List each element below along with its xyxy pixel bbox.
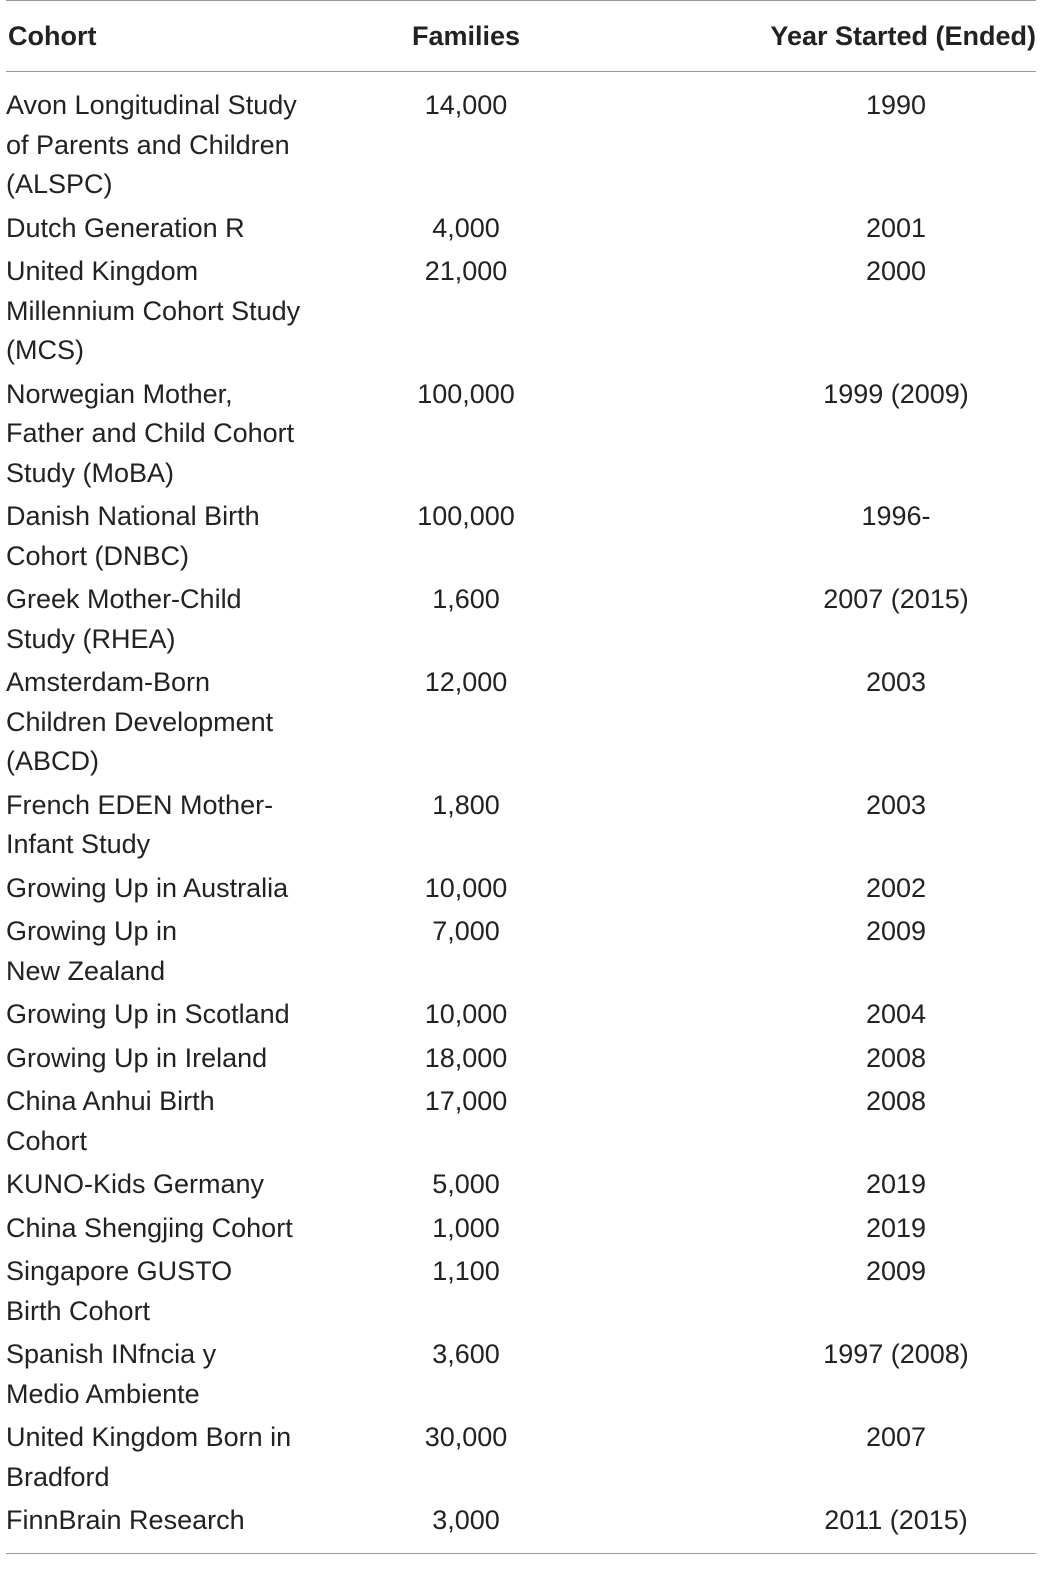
cell-families: 3,600 <box>432 1339 500 1369</box>
cell-year: 1999 (2009) <box>823 378 969 409</box>
cell-cohort: China Shengjing Cohort <box>6 1212 293 1243</box>
cell-cohort: Singapore GUSTO Birth Cohort <box>6 1256 233 1326</box>
header-row <box>6 1 1036 72</box>
cohort-table <box>6 0 1036 1554</box>
cell-cohort: KUNO-Kids Germany <box>6 1169 265 1199</box>
cell-families: 1,800 <box>432 789 500 820</box>
cell-families: 10,000 <box>424 872 508 903</box>
cell-year: 2001 <box>865 212 927 243</box>
cell-cohort: United Kingdom Born in Bradford <box>6 1422 292 1492</box>
cell-year: 2002 <box>865 872 927 903</box>
column-header-year: Year Started (Ended) <box>770 20 1036 51</box>
cell-cohort: Amsterdam-Born Children Development (ABCD) <box>6 667 274 776</box>
cell-year: 1996- <box>861 501 931 531</box>
cell-families: 1,600 <box>432 584 500 614</box>
table-row <box>6 250 1036 373</box>
cell-families: 5,000 <box>432 1169 500 1199</box>
cell-cohort: Danish National Birth Cohort (DNBC) <box>6 501 260 571</box>
cell-cohort: Growing Up in Scotland <box>6 999 290 1029</box>
cell-cohort: FinnBrain Research <box>6 1505 245 1535</box>
cell-families: 4,000 <box>432 212 500 243</box>
column-header-cohort: Cohort <box>8 20 97 51</box>
table-row <box>6 867 1036 911</box>
cell-year: 2007 (2015) <box>823 584 969 614</box>
cell-cohort: Greek Mother-Child Study (RHEA) <box>6 584 242 654</box>
cell-cohort: French EDEN Mother-Infant Study <box>6 789 274 859</box>
cell-year: 2007 <box>865 1422 927 1452</box>
cell-families: 30,000 <box>424 1422 508 1452</box>
table-row <box>6 207 1036 251</box>
cell-year: 2004 <box>865 999 927 1029</box>
cell-families: 14,000 <box>424 90 508 120</box>
cell-year: 2003 <box>865 789 927 820</box>
cell-year: 1997 (2008) <box>823 1339 969 1369</box>
table-row <box>6 661 1036 784</box>
table-row <box>6 1080 1036 1163</box>
cohort-table-container <box>6 0 1036 1554</box>
cell-year: 2019 <box>865 1212 927 1243</box>
table-row <box>6 1333 1036 1416</box>
cell-year: 1990 <box>865 90 927 120</box>
table-row <box>6 1250 1036 1333</box>
column-header-families: Families <box>411 20 521 51</box>
cell-cohort: Dutch Generation R <box>6 212 245 243</box>
table-row <box>6 993 1036 1037</box>
cell-cohort: Growing Up in New Zealand <box>6 916 178 986</box>
cell-families: 18,000 <box>424 1042 508 1073</box>
cell-families: 10,000 <box>424 999 508 1029</box>
table-body <box>6 72 1036 1554</box>
cell-cohort: United Kingdom Millennium Cohort Study (MCS) <box>6 256 301 365</box>
table-row <box>6 1037 1036 1081</box>
cell-families: 3,000 <box>432 1505 500 1535</box>
cell-year: 2008 <box>865 1042 927 1073</box>
cell-families: 100,000 <box>417 378 515 409</box>
cell-families: 17,000 <box>424 1086 508 1116</box>
cell-cohort: Growing Up in Ireland <box>6 1042 268 1073</box>
cell-year: 2009 <box>865 1256 927 1286</box>
cell-families: 21,000 <box>424 256 508 286</box>
table-row <box>6 1163 1036 1207</box>
cell-cohort: China Anhui Birth Cohort <box>6 1086 215 1156</box>
cell-families: 7,000 <box>432 916 500 946</box>
table-row <box>6 373 1036 496</box>
cell-families: 100,000 <box>417 501 515 531</box>
table-row <box>6 1207 1036 1251</box>
table-header <box>6 1 1036 72</box>
table-row <box>6 495 1036 578</box>
cell-cohort: Avon Longitudinal Study of Parents and Children (ALSPC) <box>6 90 297 199</box>
cell-cohort: Norwegian Mother, Father and Child Cohort Study (MoBA) <box>6 378 295 488</box>
table-row <box>6 1416 1036 1499</box>
cell-cohort: Growing Up in Australia <box>6 872 289 903</box>
cell-families: 12,000 <box>424 667 508 697</box>
table-row <box>6 784 1036 867</box>
cell-year: 2019 <box>865 1169 927 1199</box>
table-row <box>6 72 1036 207</box>
table-row <box>6 910 1036 993</box>
table-row <box>6 1499 1036 1553</box>
cell-year: 2009 <box>865 916 927 946</box>
cell-families: 1,100 <box>432 1256 500 1286</box>
cell-families: 1,000 <box>432 1212 500 1243</box>
cell-year: 2000 <box>865 256 927 286</box>
cell-year: 2003 <box>865 667 927 697</box>
cell-year: 2008 <box>865 1086 927 1116</box>
cell-cohort: Spanish INfncia y Medio Ambiente <box>6 1339 217 1409</box>
cell-year: 2011 (2015) <box>824 1505 968 1535</box>
table-row <box>6 578 1036 661</box>
